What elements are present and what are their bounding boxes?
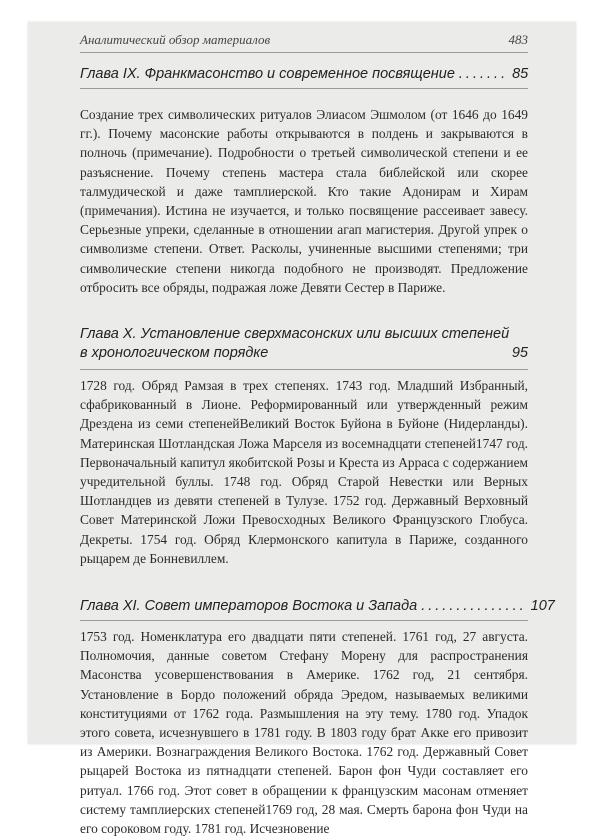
chapter-xi-leader-dots: ............... [421, 598, 527, 615]
chapter-xi-title: Глава XI. Совет императоров Востока и Запада [80, 598, 418, 615]
chapter-x-page: 95 [511, 345, 528, 362]
running-head-title: Аналитический обзор материалов [80, 32, 271, 47]
chapter-x [80, 325, 528, 568]
page-content [80, 66, 555, 838]
chapter-ix-heading [80, 66, 528, 82]
page-number: 483 [508, 32, 528, 47]
chapter-xi [80, 598, 555, 838]
chapter-x-rule [80, 369, 528, 370]
chapter-x-summary [80, 376, 528, 568]
chapter-x-text: 1728 год. Обряд Рамзая в трех степенях. 1743 год. Младший Избранный, сфабрикованный в Лионе. Реформированный или утвержденный режим Дрездена из семи степенейВеликий Восток Буйона в Буйоне (Нидерланды). Материнская Шотландская Ложа Марселя из восемнадцати степеней1747 год. Первоначальный капитул якобитской Розы и Креста из Арраса с содержанием учредительной буллы. 1748 год. Обряд Старой Невестки или Верных Шотландцев из девяти степеней в Тулузе. 1752 год. Державный Верховный Совет Материнской Ложи Превосходных Великого Французского Глобуса. Декреты. 1754 год. Обряд Клермонского капитула в Париже, созданного рыцарем де Бонневиллем. [80, 378, 528, 566]
chapter-xi-page: 107 [530, 598, 555, 615]
chapter-ix-leader-dots: ....... [458, 66, 509, 82]
book-page [28, 22, 576, 837]
chapter-x-title-line2: в хронологическом порядке [80, 345, 269, 362]
chapter-x-title-line1: Глава X. Установление сверхмасонских или высших степеней [80, 326, 510, 343]
chapter-xi-summary [80, 627, 528, 838]
chapter-ix-text: Создание трех символических ритуалов Элиасом Эшмолом (от 1646 до 1649 гг.). Почему масонские работы открываются в полдень и закрываются в полночь (примечание). Подробности о третьей символической степени и ее разъяснение. Почему степень мастера стала библейской или скорее талмудической и даже тамплиерской. Кто такие Адонирам и Хирам (примечания). Истина не изучается, и только посвящение рассеивает завесу. Серьезные упреки, сделанные в отношении агап магистерия. Другой упрек о символизме степени. Ответ. Расколы, учиненные высшими степенями; три символические степени никогда подобного не производят. Предложение отбросить все обряды, подражая ложе Девяти Сестер в Париже. [80, 107, 528, 295]
chapter-xi-text: 1753 год. Номенклатура его двадцати пяти степеней. 1761 год, 27 августа. Полномочия, данные советом Стефану Морену для распространения Масонства усовершенствования в Америке. 1762 год, 21 сентября. Установление в Бордо положений обряда Эредом, называемых великими конституциями от 1762 года. Размышления на эту тему. 1780 год. Упадок этого совета, исчезнувшего в 1781 году. В 1803 году брат Акке его привозит из Америки. Вознаграждения Великого Востока. 1762 год. Державный Совет рыцарей Востока из пятнадцати степеней. Барон фон Чуди составляет его ритуал. 1766 год. Этот совет в обращении к французским масонам отменяет систему тамплиерских степеней1769 год, 28 мая. Смерть барона фон Чуди на его сороковом году. 1781 год. Исчезновение [80, 629, 528, 837]
chapter-xi-rule [80, 620, 528, 621]
chapter-ix-page: 85 [512, 66, 529, 82]
chapter-x-heading [80, 325, 528, 363]
chapter-ix [80, 66, 528, 297]
chapter-ix-summary [80, 105, 528, 297]
chapter-ix-rule [80, 88, 528, 89]
chapter-ix-title: Глава IX. Франкмасонство и современное посвящение [80, 66, 455, 82]
chapter-xi-heading [80, 598, 555, 615]
running-head [80, 32, 528, 53]
